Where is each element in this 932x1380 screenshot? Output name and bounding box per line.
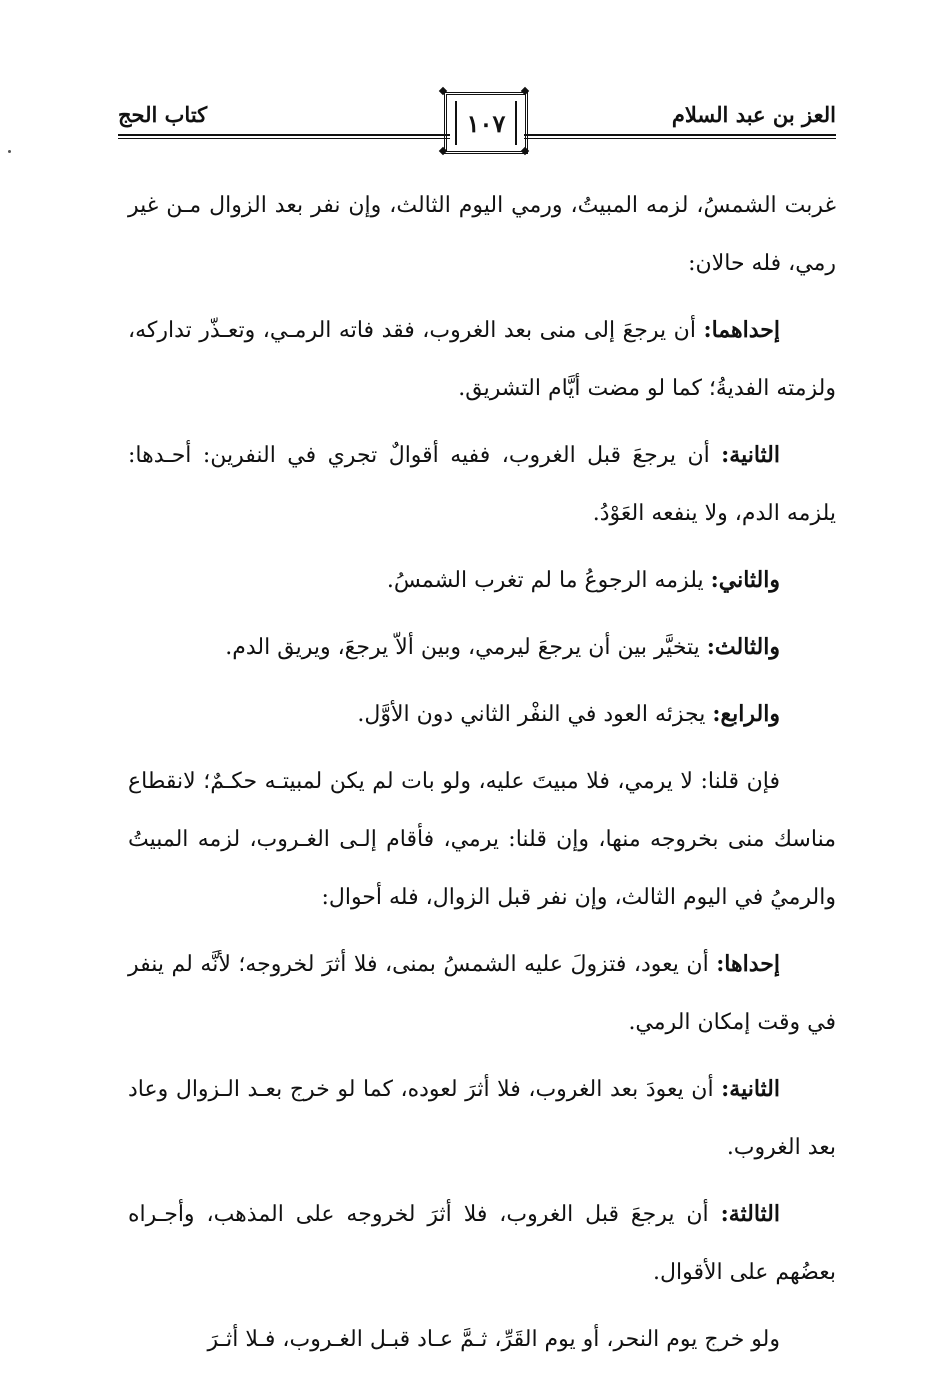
paragraph (128, 1060, 836, 1177)
paragraph-text: غربت الشمسُ، لزمه المبيتُ، ورمي اليوم الثالث، وإن نفر بعد الزوال مـن غير رمي، فله حالان: (128, 193, 836, 276)
paragraph (128, 301, 836, 418)
paragraph (128, 752, 836, 927)
paragraph-text: يتخيَّر بين أن يرجعَ ليرمي، وبين ألاّ يرجعَ، ويريق الدم. (225, 635, 707, 660)
paragraph-text: ولو خرج يوم النحر، أو يوم القَرِّ، ثـمَّ عـاد قبـل الغـروب، فـلا أثـرَ (207, 1327, 780, 1352)
paragraph-text: فإن قلنا: لا يرمي، فلا مبيتَ عليه، ولو بات لم يكن لمبيتـه حكـمٌ؛ لانقطاع مناسك منى بخروجه منها، وإن قلنا: يرمي، فأقام إلـى الغـروب، لزمه المبيتُ والرميُ في اليوم الثالث، وإن نفر قبل الزوال، فله أحوال: (128, 769, 836, 910)
paragraph-lead: والثالث: (706, 634, 780, 660)
page-number-frame (444, 92, 528, 154)
paragraph-lead: إحداها: (716, 951, 780, 977)
author-name: العز بن عبد السلام (671, 102, 836, 127)
paragraph (128, 935, 836, 1052)
paragraph (128, 1185, 836, 1302)
paragraph-lead: والثاني: (710, 567, 780, 593)
paragraph-text: يجزئه العود في النفْر الثاني دون الأوَّل. (357, 702, 713, 727)
paragraph (128, 685, 836, 744)
paragraph (128, 618, 836, 677)
header-rule-left-thin (118, 138, 450, 139)
header-rule-right (524, 134, 836, 136)
paragraph-lead: الثانية: (721, 442, 780, 468)
paragraph-lead: إحداهما: (703, 317, 780, 343)
paragraph-text: أن يرجعَ إلى منى بعد الغروب، فقد فاته الرمـي، وتعـذّر تداركه، ولزمته الفديةُ؛ كما لو مضت أيَّام التشريق. (128, 318, 836, 401)
paragraph (128, 551, 836, 610)
paragraph-text: أن يعود، فتزولَ عليه الشمسُ بمنى، فلا أثرَ لخروجه؛ لأنَّه لم ينفر في وقت إمكان الرمي. (128, 952, 836, 1035)
paragraph-text: أن يرجعَ قبل الغروب، فلا أثرَ لخروجه على المذهب، وأجـراه بعضُهم على الأقوال. (128, 1202, 836, 1285)
paragraph (128, 176, 836, 293)
paragraph (128, 1310, 836, 1369)
header-rule-left (118, 134, 450, 136)
paragraph-text: أن يرجعَ قبل الغروب، ففيه أقوالٌ تجري في النفرين: أحـدها: يلزمه الدم، ولا ينفعه العَوْدُ. (128, 443, 836, 526)
paragraph-text: أن يعودَ بعد الغروب، فلا أثرَ لعوده، كما لو خرج بعـد الـزوال وعاد بعد الغروب. (128, 1077, 836, 1160)
paragraph-lead: الثانية: (721, 1076, 780, 1102)
paragraph-text: يلزمه الرجوعُ ما لم تغرب الشمسُ. (386, 568, 711, 593)
paragraph-lead: الثالثة: (720, 1201, 780, 1227)
scan-speck (8, 150, 11, 153)
running-header (118, 88, 836, 168)
paragraph-lead: والرابع: (712, 701, 780, 727)
page-number: ١٠٧ (466, 108, 506, 138)
book-title: كتاب الحج (118, 102, 208, 127)
header-rule-right-thin (524, 138, 836, 139)
page-body (128, 176, 836, 1377)
paragraph (128, 426, 836, 543)
